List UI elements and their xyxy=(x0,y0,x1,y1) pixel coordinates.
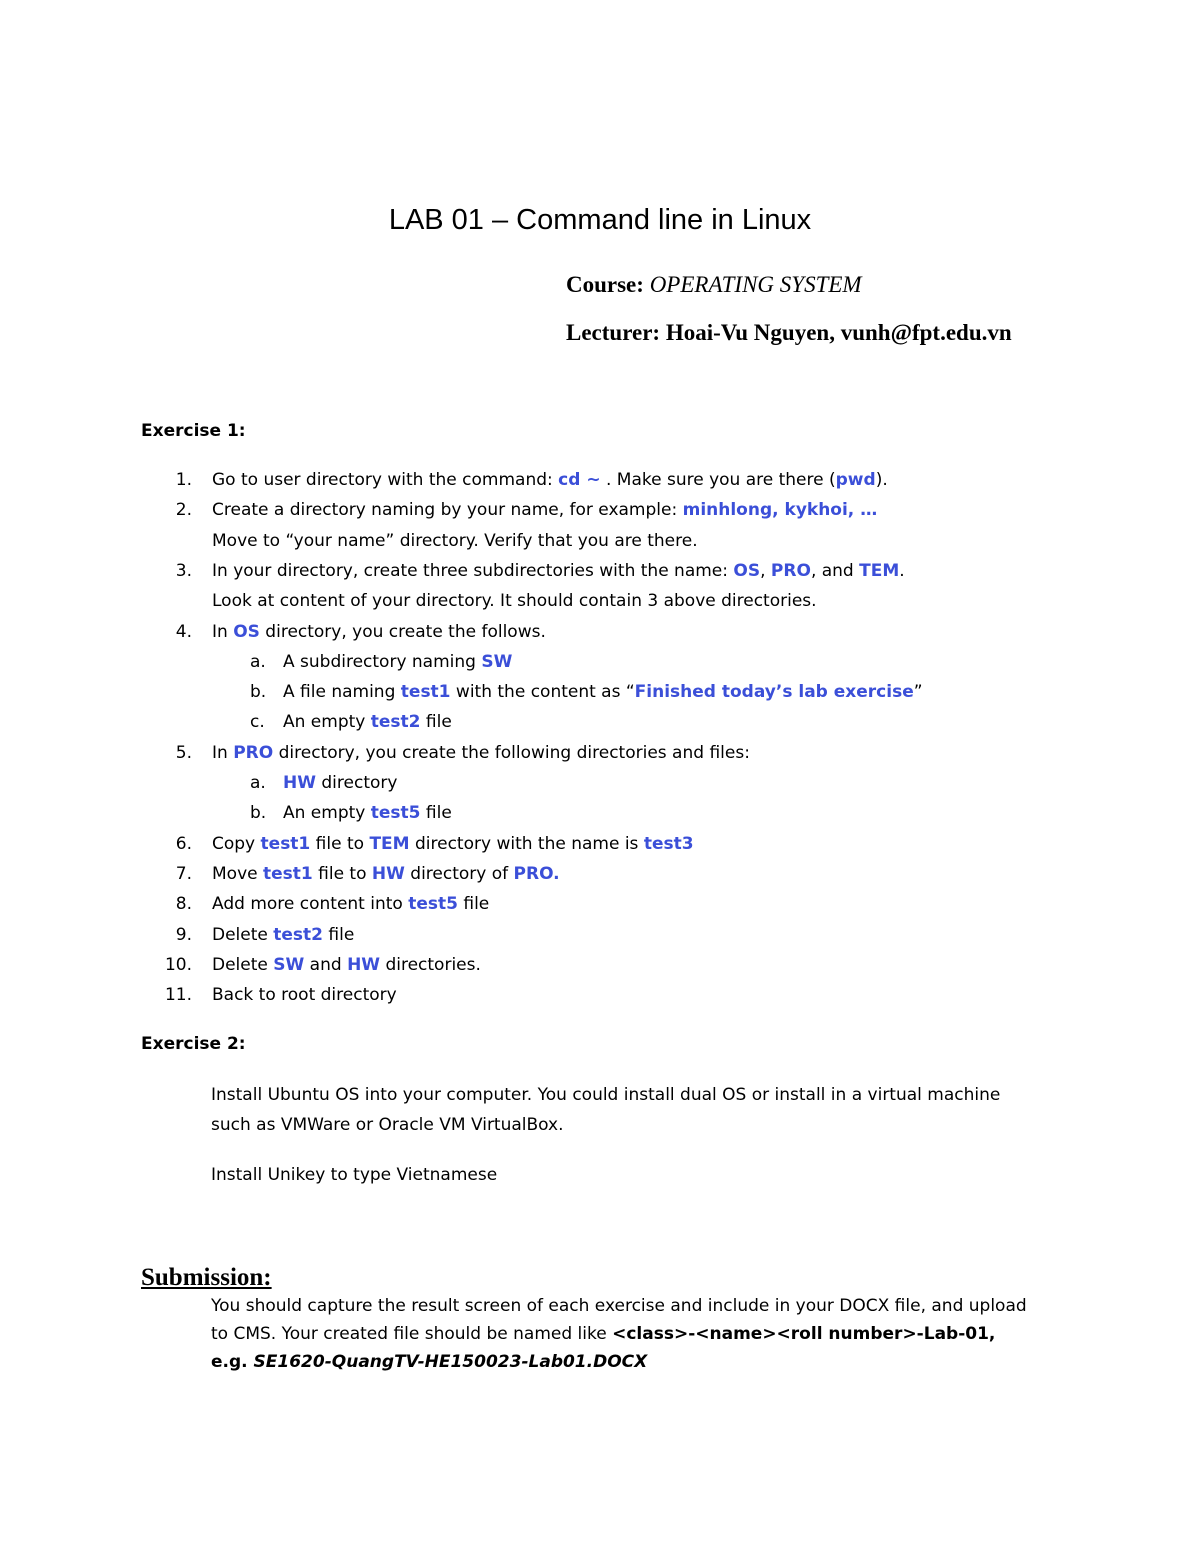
list-item-number: 10. xyxy=(164,954,192,975)
highlighted-term: minhlong, kykhoi, … xyxy=(682,500,878,521)
highlighted-term: test5 xyxy=(408,894,458,915)
course-value: OPERATING SYSTEM xyxy=(649,272,862,297)
list-item-number: 6. xyxy=(175,833,192,854)
list-item xyxy=(212,924,354,946)
list-item-number: 5. xyxy=(175,742,192,763)
item-text: directories. xyxy=(380,954,481,975)
item-text: Move xyxy=(212,863,263,884)
exercise2-line2: such as VMWare or Oracle VM VirtualBox. xyxy=(211,1115,564,1135)
filename-pattern: <class>-<name><roll number>-Lab-01, xyxy=(612,1324,996,1344)
list-item xyxy=(212,469,888,491)
list-item-number: 7. xyxy=(175,863,192,884)
sub-list-item xyxy=(283,651,512,673)
list-item-number: 8. xyxy=(175,894,192,915)
item-text: A file naming xyxy=(283,682,401,703)
highlighted-term: PRO xyxy=(233,742,274,763)
item-text: file to xyxy=(312,863,372,884)
highlighted-term: SW xyxy=(481,651,513,672)
item-text: Delete xyxy=(212,924,274,945)
highlighted-term: PRO. xyxy=(513,863,560,884)
item-text: directory, you create the following directories and files: xyxy=(273,742,750,763)
sub-list-item xyxy=(283,802,452,824)
exercise2-heading: Exercise 2: xyxy=(141,1034,246,1054)
item-text: Add more content into xyxy=(212,894,409,915)
submission-line2 xyxy=(211,1323,995,1345)
list-item xyxy=(212,560,905,582)
sub-item-letter: b. xyxy=(250,682,267,703)
highlighted-term: test1 xyxy=(263,863,313,884)
list-item-number: 1. xyxy=(175,470,192,490)
item-text: file xyxy=(457,894,490,915)
highlighted-term: PRO xyxy=(770,560,811,581)
sub-item-letter: b. xyxy=(250,803,267,824)
list-item-number: 4. xyxy=(175,621,192,642)
item-text: In xyxy=(212,742,234,763)
list-item-continuation: Move to “your name” directory. Verify that you are there. xyxy=(212,530,698,551)
item-text: A subdirectory naming xyxy=(283,651,482,672)
highlighted-term: pwd xyxy=(835,470,876,490)
item-text: Go to user directory with the command: xyxy=(212,470,559,490)
highlighted-term: HW xyxy=(371,863,405,884)
highlighted-term: cd ~ xyxy=(558,470,601,490)
list-item xyxy=(212,833,694,855)
exercise2-line1: Install Ubuntu OS into your computer. You could install dual OS or install in a virtual machine xyxy=(211,1085,1001,1105)
exercise1-heading: Exercise 1: xyxy=(141,421,246,441)
list-item xyxy=(212,621,546,643)
item-text: directory with the name is xyxy=(409,833,644,854)
item-text: In your directory, create three subdirectories with the name: xyxy=(212,560,734,581)
list-item xyxy=(212,893,489,915)
item-text: Create a directory naming by your name, for example: xyxy=(212,500,683,521)
highlighted-term: TEM xyxy=(859,560,900,581)
submission-line3 xyxy=(211,1351,647,1373)
submission-line1: You should capture the result screen of each exercise and include in your DOCX file, and upload xyxy=(211,1296,1027,1316)
item-text: file xyxy=(420,712,452,733)
course-line xyxy=(566,272,862,298)
item-text: file xyxy=(323,924,355,945)
item-text: directory, you create the follows. xyxy=(259,621,546,642)
sub-item-letter: c. xyxy=(250,712,265,733)
highlighted-term: HW xyxy=(347,954,381,975)
list-item-number: 11. xyxy=(164,985,192,1006)
sub-list-item xyxy=(283,681,923,703)
exercise2-line3: Install Unikey to type Vietnamese xyxy=(211,1165,498,1185)
item-text: In xyxy=(212,621,234,642)
item-text: ” xyxy=(913,682,923,703)
item-text: file to xyxy=(310,833,370,854)
sub-item-letter: a. xyxy=(250,651,266,672)
item-text: file xyxy=(420,803,452,824)
highlighted-term: test5 xyxy=(370,803,421,824)
highlighted-term: test1 xyxy=(260,833,311,854)
item-text: Delete xyxy=(212,954,274,975)
highlighted-term: test2 xyxy=(273,924,323,945)
highlighted-term: test1 xyxy=(400,682,451,703)
page-title: LAB 01 – Command line in Linux xyxy=(388,204,812,236)
highlighted-term: OS xyxy=(733,560,761,581)
example-filename: SE1620-QuangTV-HE150023-Lab01.DOCX xyxy=(253,1352,648,1372)
list-item xyxy=(212,742,750,764)
lecturer-line: Lecturer: Hoai-Vu Nguyen, vunh@fpt.edu.vn xyxy=(566,320,1012,345)
list-item xyxy=(212,499,877,521)
submission-line2-text: to CMS. Your created file should be named like xyxy=(211,1324,613,1344)
highlighted-term: TEM xyxy=(369,833,410,854)
item-text: ). xyxy=(875,470,888,490)
list-item-continuation: Look at content of your directory. It should contain 3 above directories. xyxy=(212,591,817,612)
highlighted-term: test2 xyxy=(370,712,421,733)
list-item xyxy=(212,984,397,1006)
item-text: Copy xyxy=(212,833,261,854)
course-label: Course: xyxy=(566,272,644,297)
sub-list-item xyxy=(283,711,452,733)
highlighted-term: OS xyxy=(233,621,260,642)
submission-heading: Submission: xyxy=(141,1264,272,1291)
item-text: An empty xyxy=(283,803,371,824)
highlighted-term: HW xyxy=(283,773,316,793)
item-text: . Make sure you are there ( xyxy=(600,470,836,490)
example-prefix: e.g. xyxy=(211,1352,254,1372)
item-text: directory of xyxy=(404,863,514,884)
highlighted-term: Finished today’s lab exercise xyxy=(634,682,914,703)
item-text: directory xyxy=(315,773,398,793)
list-item-number: 2. xyxy=(175,500,192,521)
list-item xyxy=(212,954,481,976)
list-item-number: 3. xyxy=(175,560,192,581)
sub-list-item xyxy=(283,772,397,794)
item-text: . xyxy=(899,560,905,581)
item-text: , and xyxy=(810,560,860,581)
item-text: Back to root directory xyxy=(212,985,397,1006)
item-text: and xyxy=(304,954,348,975)
item-text: An empty xyxy=(283,712,371,733)
list-item-number: 9. xyxy=(175,924,192,945)
highlighted-term: test3 xyxy=(643,833,694,854)
item-text: with the content as “ xyxy=(450,682,635,703)
item-text: , xyxy=(760,560,771,581)
list-item xyxy=(212,863,560,885)
highlighted-term: SW xyxy=(273,954,305,975)
sub-item-letter: a. xyxy=(250,773,266,793)
